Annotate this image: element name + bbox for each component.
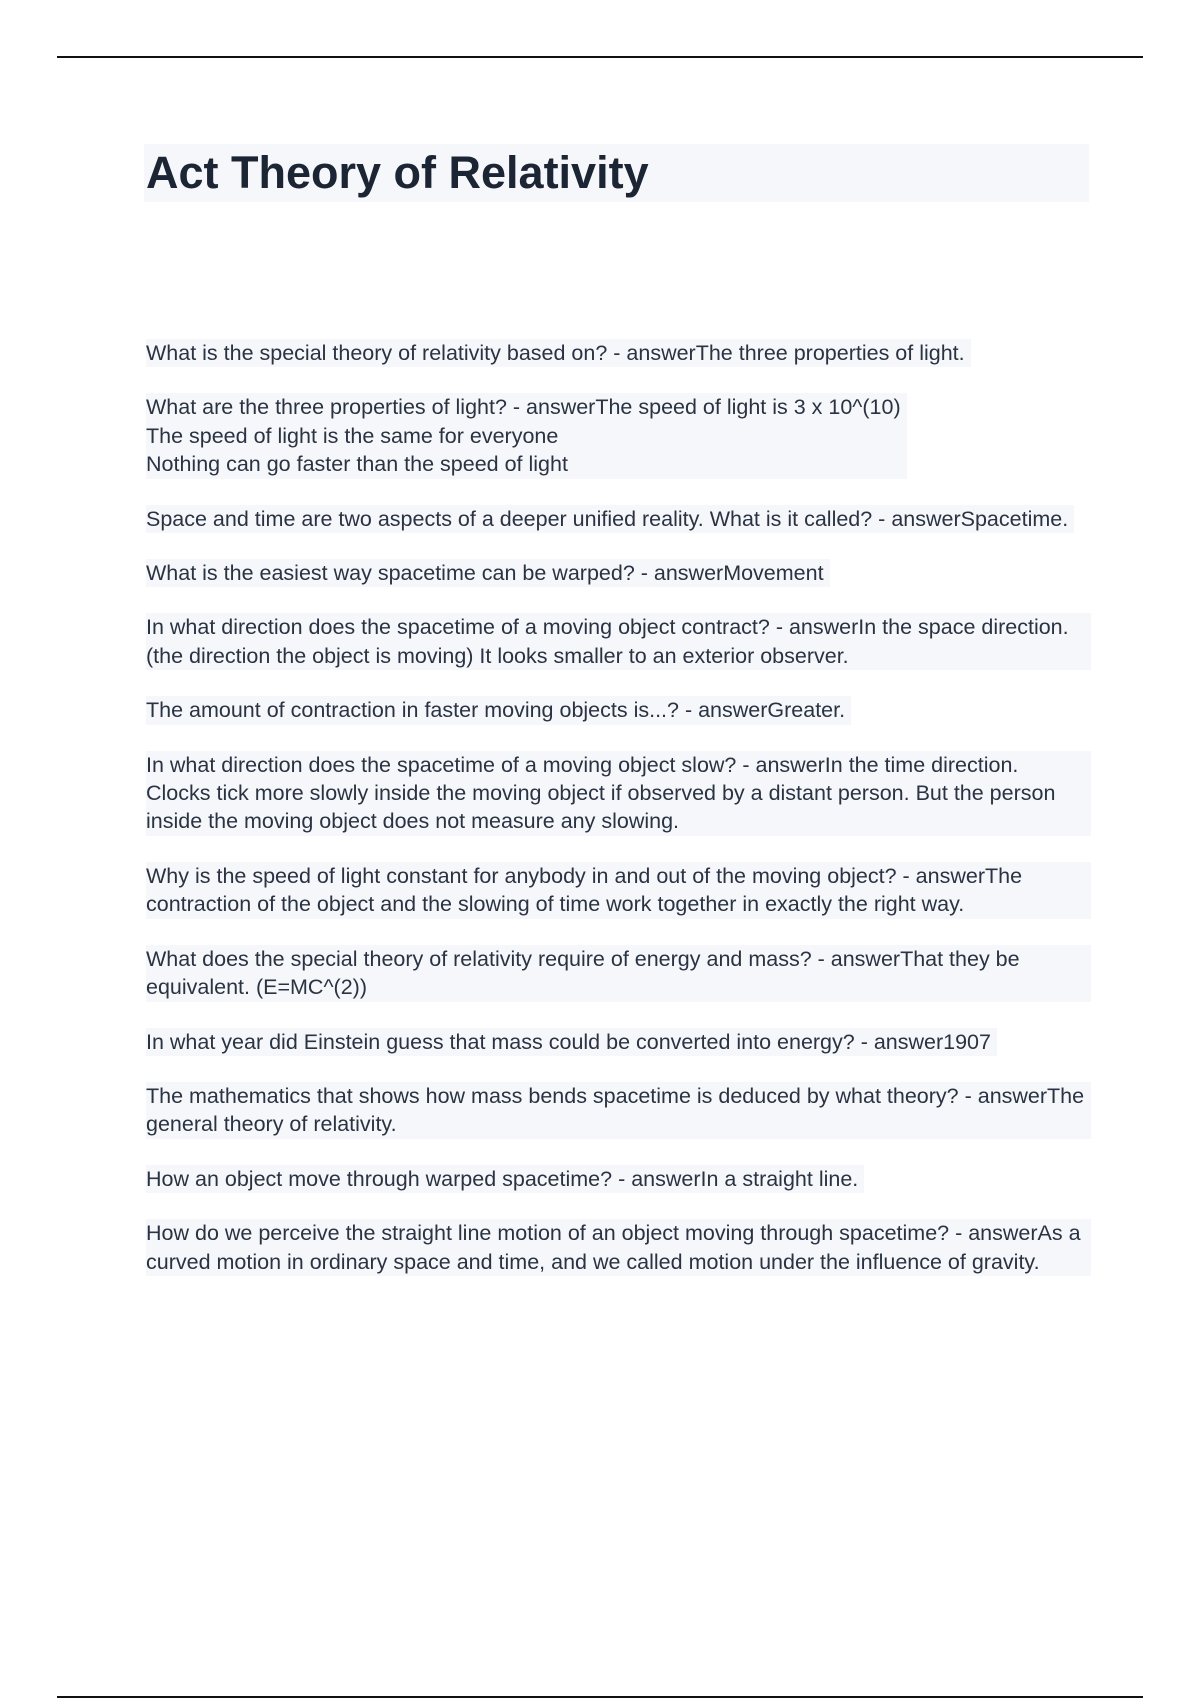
qa-list: [146, 339, 1091, 1302]
qa-item: The amount of contraction in faster moving objects is...? - answerGreater.: [146, 696, 851, 724]
bottom-rule: [57, 1696, 1143, 1698]
qa-item: Why is the speed of light constant for anybody in and out of the moving object? - answerThe contraction of the object and the slowing of time work together in exactly the right way.: [146, 862, 1091, 919]
qa-item: In what direction does the spacetime of a moving object contract? - answerIn the space direction. (the direction the object is moving) It looks smaller to an exterior observer.: [146, 613, 1091, 670]
qa-item: What are the three properties of light? - answerThe speed of light is 3 x 10^(10) The speed of light is the same for everyone Nothing can go faster than the speed of light: [146, 393, 907, 478]
qa-item: What is the special theory of relativity based on? - answerThe three properties of light.: [146, 339, 971, 367]
page-title: Act Theory of Relativity: [146, 147, 649, 198]
qa-item: What is the easiest way spacetime can be warped? - answerMovement: [146, 559, 830, 587]
qa-item: Space and time are two aspects of a deeper unified reality. What is it called? - answerSpacetime.: [146, 505, 1074, 533]
qa-item: How an object move through warped spacetime? - answerIn a straight line.: [146, 1165, 864, 1193]
top-rule: [57, 56, 1143, 58]
qa-item: What does the special theory of relativity require of energy and mass? - answerThat they be equivalent. (E=MC^(2)): [146, 945, 1091, 1002]
qa-item: How do we perceive the straight line motion of an object moving through spacetime? - answerAs a curved motion in ordinary space and time, and we called motion under the influence of gravity.: [146, 1219, 1091, 1276]
qa-item: In what direction does the spacetime of a moving object slow? - answerIn the time direction. Clocks tick more slowly inside the moving object if observed by a distant person. But the person inside the moving object does not measure any slowing.: [146, 751, 1091, 836]
qa-item: The mathematics that shows how mass bends spacetime is deduced by what theory? - answerThe general theory of relativity.: [146, 1082, 1091, 1139]
qa-item: In what year did Einstein guess that mass could be converted into energy? - answer1907: [146, 1028, 997, 1056]
